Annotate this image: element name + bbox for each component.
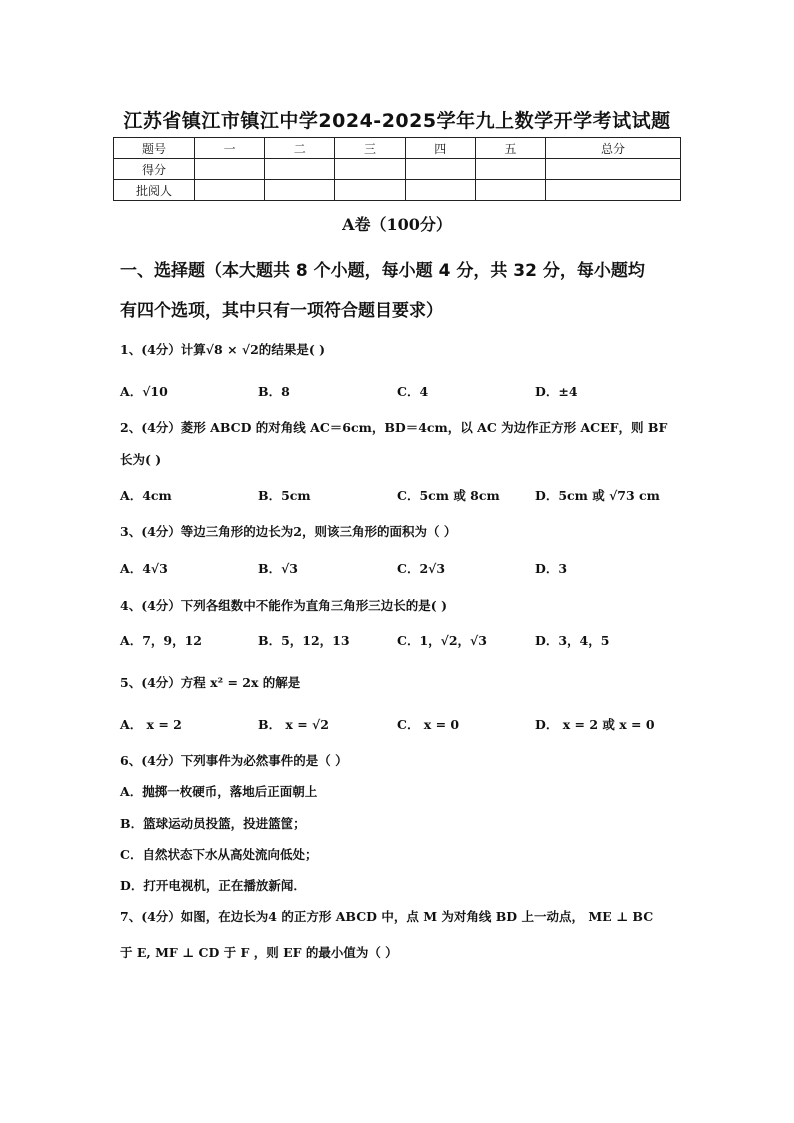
table-cell: [265, 180, 335, 201]
question-2: 2、(4分）菱形 ABCD 的对角线 AC＝6cm，BD＝4cm，以 AC 为边作正方形 ACEF，则 BF: [120, 420, 668, 435]
table-cell: 一: [195, 138, 265, 159]
option-b: B．5cm: [258, 488, 311, 503]
option-a: A． x = 2: [120, 717, 182, 732]
part-heading: 有四个选项，其中只有一项符合题目要求）: [120, 301, 443, 321]
option-a: A．7，9，12: [120, 633, 202, 648]
question-2-options: [120, 486, 680, 506]
option-d: D．±4: [535, 384, 578, 399]
table-cell: 批阅人: [114, 180, 195, 201]
question-5-options: [120, 715, 680, 735]
table-cell: 总分: [546, 138, 681, 159]
question-4: 4、(4分）下列各组数中不能作为直角三角形三边长的是( ): [120, 598, 447, 613]
option-a: A．抛掷一枚硬币，落地后正面朝上: [120, 784, 318, 799]
question-1-options: [120, 382, 680, 402]
question-3: 3、(4分）等边三角形的边长为2，则该三角形的面积为（ ）: [120, 524, 457, 539]
table-cell: 题号: [114, 138, 195, 159]
option-c: C． x = 0: [397, 717, 460, 732]
score-table-row: [114, 159, 681, 180]
option-c: C．5cm 或 8cm: [397, 488, 500, 503]
option-a: A．√10: [120, 384, 168, 399]
table-cell: [335, 159, 405, 180]
question-4-options: [120, 631, 680, 651]
option-c: C．1，√2，√3: [397, 633, 487, 648]
question-3-options: [120, 559, 680, 579]
table-cell: [475, 180, 545, 201]
option-d: D． x = 2 或 x = 0: [535, 717, 655, 732]
table-cell: [265, 159, 335, 180]
table-cell: [335, 180, 405, 201]
score-table-row: [114, 180, 681, 201]
question-7: 7、(4分）如图，在边长为4 的正方形 ABCD 中，点 M 为对角线 BD 上一动点， ME ⊥ BC: [120, 909, 654, 924]
question-1: 1、(4分）计算√8 × √2的结果是( ): [120, 342, 325, 357]
section-title: A卷（100分）: [342, 215, 452, 234]
option-d: D．5cm 或 √73 cm: [535, 488, 660, 503]
table-cell: [546, 159, 681, 180]
table-cell: 四: [405, 138, 475, 159]
table-cell: 三: [335, 138, 405, 159]
option-b: B． x = √2: [258, 717, 329, 732]
table-cell: 二: [265, 138, 335, 159]
question-7-continued: 于 E, MF ⊥ CD 于 F ，则 EF 的最小值为（ ）: [120, 945, 398, 960]
option-b: B．√3: [258, 561, 298, 576]
table-cell: [405, 180, 475, 201]
table-cell: [195, 180, 265, 201]
question-6: 6、(4分）下列事件为必然事件的是（ ）: [120, 753, 348, 768]
score-table-header-row: [114, 138, 681, 159]
part-heading: 一、选择题（本大题共 8 个小题，每小题 4 分，共 32 分，每小题均: [120, 261, 645, 281]
table-cell: [195, 159, 265, 180]
table-cell: [546, 180, 681, 201]
option-c: C．2√3: [397, 561, 446, 576]
option-b: B．篮球运动员投篮，投进篮筐；: [120, 816, 306, 831]
option-d: D．3: [535, 561, 568, 576]
option-a: A．4√3: [120, 561, 168, 576]
table-cell: 得分: [114, 159, 195, 180]
exam-title: 江苏省镇江市镇江中学2024-2025学年九上数学开学考试试题: [123, 110, 671, 132]
table-cell: [475, 159, 545, 180]
option-c: C．4: [397, 384, 429, 399]
table-cell: [405, 159, 475, 180]
option-b: B．5，12，13: [258, 633, 350, 648]
question-2-continued: 长为( ): [120, 452, 162, 467]
option-d: D．打开电视机，正在播放新闻．: [120, 878, 306, 893]
question-5: 5、(4分）方程 x² = 2x 的解是: [120, 675, 301, 690]
option-b: B．8: [258, 384, 290, 399]
option-a: A．4cm: [120, 488, 172, 503]
option-c: C．自然状态下水从高处流向低处；: [120, 847, 318, 862]
option-d: D．3，4，5: [535, 633, 610, 648]
table-cell: 五: [475, 138, 545, 159]
score-table: [113, 137, 681, 201]
